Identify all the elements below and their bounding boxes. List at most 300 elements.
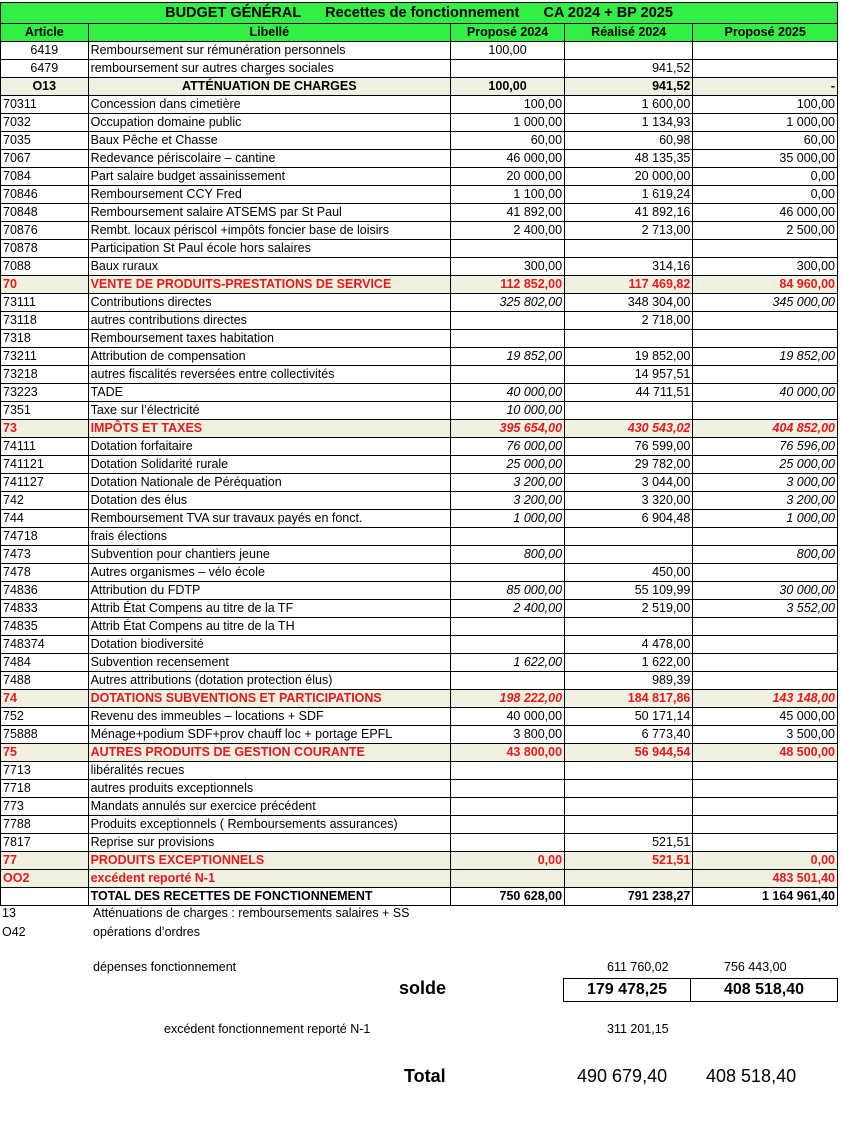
cell-propose-2024: 19 852,00 xyxy=(451,348,565,366)
cell-propose-2025 xyxy=(693,528,838,546)
cell-propose-2024: 20 000,00 xyxy=(451,168,565,186)
cell-propose-2024: 0,00 xyxy=(451,852,565,870)
subtotal-row xyxy=(1,744,838,762)
cell-propose-2024: 112 852,00 xyxy=(451,276,565,294)
cell-realise-2024: 430 543,02 xyxy=(565,420,693,438)
table-row xyxy=(1,204,838,222)
cell-libelle: Baux Pêche et Chasse xyxy=(88,132,450,150)
solde-2024: 179 478,25 xyxy=(563,978,691,1002)
cell-propose-2024: 60,00 xyxy=(451,132,565,150)
cell-propose-2024: 800,00 xyxy=(451,546,565,564)
cell-article: 73223 xyxy=(1,384,89,402)
cell-propose-2024: 41 892,00 xyxy=(451,204,565,222)
cell-article: 773 xyxy=(1,798,89,816)
cell-realise-2024: 14 957,51 xyxy=(565,366,693,384)
cell-libelle: ATTÉNUATION DE CHARGES xyxy=(88,78,450,96)
cell-article: 74835 xyxy=(1,618,89,636)
cell-propose-2025: 404 852,00 xyxy=(693,420,838,438)
cell-propose-2025: 300,00 xyxy=(693,258,838,276)
cell-propose-2025 xyxy=(693,780,838,798)
cell-libelle: frais élections xyxy=(88,528,450,546)
cell-propose-2025 xyxy=(693,762,838,780)
cell-propose-2025 xyxy=(693,330,838,348)
cell-propose-2025: 60,00 xyxy=(693,132,838,150)
cell-libelle: TADE xyxy=(88,384,450,402)
cell-realise-2024: 55 109,99 xyxy=(565,582,693,600)
cell-realise-2024: 6 904,48 xyxy=(565,510,693,528)
cell-libelle: Attrib État Compens au titre de la TF xyxy=(88,600,450,618)
cell-propose-2025: 345 000,00 xyxy=(693,294,838,312)
table-row xyxy=(1,60,838,78)
cell-article: 73118 xyxy=(1,312,89,330)
title-period: CA 2024 + BP 2025 xyxy=(543,4,673,21)
table-row xyxy=(1,168,838,186)
cell-propose-2025: 76 596,00 xyxy=(693,438,838,456)
cell-libelle: autres contributions directes xyxy=(88,312,450,330)
cell-libelle: Contributions directes xyxy=(88,294,450,312)
cell-libelle: Autres organismes – vélo école xyxy=(88,564,450,582)
cell-realise-2024: 791 238,27 xyxy=(565,888,693,906)
cell-propose-2024: 85 000,00 xyxy=(451,582,565,600)
cell-libelle: Remboursement salaire ATSEMS par St Paul xyxy=(88,204,450,222)
table-row xyxy=(1,150,838,168)
cell-libelle: remboursement sur autres charges sociales xyxy=(88,60,450,78)
cell-realise-2024: 29 782,00 xyxy=(565,456,693,474)
cell-article: O13 xyxy=(1,78,89,96)
cell-propose-2025 xyxy=(693,834,838,852)
cell-realise-2024 xyxy=(565,402,693,420)
cell-propose-2025 xyxy=(693,636,838,654)
cell-libelle: Subvention pour chantiers jeune xyxy=(88,546,450,564)
table-row xyxy=(1,348,838,366)
cell-article: 70311 xyxy=(1,96,89,114)
table-row xyxy=(1,114,838,132)
cell-propose-2024 xyxy=(451,60,565,78)
cell-propose-2024: 10 000,00 xyxy=(451,402,565,420)
cell-article: 7084 xyxy=(1,168,89,186)
cell-propose-2025: 3 000,00 xyxy=(693,474,838,492)
cell-article: 73 xyxy=(1,420,89,438)
cell-propose-2024: 3 200,00 xyxy=(451,474,565,492)
cell-realise-2024: 450,00 xyxy=(565,564,693,582)
cell-libelle: Occupation domaine public xyxy=(88,114,450,132)
cell-realise-2024: 989,39 xyxy=(565,672,693,690)
cell-article: 752 xyxy=(1,708,89,726)
cell-realise-2024: 48 135,35 xyxy=(565,150,693,168)
cell-realise-2024: 44 711,51 xyxy=(565,384,693,402)
cell-article: 74 xyxy=(1,690,89,708)
table-row xyxy=(1,510,838,528)
table-row xyxy=(1,834,838,852)
table-row xyxy=(1,438,838,456)
cell-propose-2024: 395 654,00 xyxy=(451,420,565,438)
cell-propose-2025 xyxy=(693,312,838,330)
cell-propose-2024 xyxy=(451,834,565,852)
excedent-2024: 311 201,15 xyxy=(607,1022,669,1036)
cell-libelle: Concession dans cimetière xyxy=(88,96,450,114)
cell-article xyxy=(1,888,89,906)
cell-propose-2024: 43 800,00 xyxy=(451,744,565,762)
cell-propose-2025: 45 000,00 xyxy=(693,708,838,726)
cell-propose-2024: 100,00 xyxy=(451,78,565,96)
cell-article: 73211 xyxy=(1,348,89,366)
cell-libelle: PRODUITS EXCEPTIONNELS xyxy=(88,852,450,870)
cell-article: 77 xyxy=(1,852,89,870)
cell-libelle: Rembt. locaux périscol +impôts foncier base de loisirs xyxy=(88,222,450,240)
cell-propose-2025: 3 500,00 xyxy=(693,726,838,744)
cell-realise-2024: 521,51 xyxy=(565,834,693,852)
cell-propose-2025: - xyxy=(693,78,838,96)
cell-article: 75888 xyxy=(1,726,89,744)
cell-libelle: IMPÔTS ET TAXES xyxy=(88,420,450,438)
budget-sheet xyxy=(0,2,838,1086)
subtotal-row xyxy=(1,78,838,96)
cell-propose-2025: 30 000,00 xyxy=(693,582,838,600)
cell-article: 73111 xyxy=(1,294,89,312)
cell-propose-2024: 46 000,00 xyxy=(451,150,565,168)
cell-propose-2025 xyxy=(693,366,838,384)
cell-propose-2025 xyxy=(693,240,838,258)
cell-realise-2024 xyxy=(565,546,693,564)
cell-article: 6419 xyxy=(1,42,89,60)
title-section: Recettes de fonctionnement xyxy=(325,4,520,21)
cell-realise-2024: 1 134,93 xyxy=(565,114,693,132)
cell-libelle: Mandats annulés sur exercice précédent xyxy=(88,798,450,816)
cell-propose-2025 xyxy=(693,564,838,582)
table-row xyxy=(1,330,838,348)
cell-realise-2024: 60,98 xyxy=(565,132,693,150)
table-row xyxy=(1,132,838,150)
title-main: BUDGET GÉNÉRAL xyxy=(165,4,301,21)
cell-realise-2024: 4 478,00 xyxy=(565,636,693,654)
table-row xyxy=(1,618,838,636)
table-row xyxy=(1,672,838,690)
cell-propose-2024 xyxy=(451,780,565,798)
table-row xyxy=(1,798,838,816)
table-row xyxy=(1,222,838,240)
table-row xyxy=(1,582,838,600)
cell-propose-2025: 143 148,00 xyxy=(693,690,838,708)
cell-article: 70 xyxy=(1,276,89,294)
cell-propose-2025: 19 852,00 xyxy=(693,348,838,366)
cell-realise-2024 xyxy=(565,870,693,888)
cell-article: 7035 xyxy=(1,132,89,150)
cell-propose-2024 xyxy=(451,870,565,888)
cell-propose-2024: 76 000,00 xyxy=(451,438,565,456)
cell-article: 7817 xyxy=(1,834,89,852)
header-row xyxy=(1,24,838,42)
cell-libelle: Remboursement taxes habitation xyxy=(88,330,450,348)
cell-propose-2024: 2 400,00 xyxy=(451,222,565,240)
cell-realise-2024 xyxy=(565,42,693,60)
table-row xyxy=(1,402,838,420)
total-row xyxy=(1,888,838,906)
cell-libelle: autres fiscalités reversées entre collectivités xyxy=(88,366,450,384)
table-row xyxy=(1,96,838,114)
cell-realise-2024 xyxy=(565,762,693,780)
cell-realise-2024: 941,52 xyxy=(565,78,693,96)
cell-libelle: Dotation biodiversité xyxy=(88,636,450,654)
cell-propose-2025: 35 000,00 xyxy=(693,150,838,168)
cell-propose-2024 xyxy=(451,816,565,834)
solde-2025: 408 518,40 xyxy=(690,978,838,1002)
header-propose-2025: Proposé 2025 xyxy=(693,24,838,42)
cell-propose-2024 xyxy=(451,798,565,816)
cell-realise-2024 xyxy=(565,240,693,258)
cell-propose-2025: 3 552,00 xyxy=(693,600,838,618)
cell-propose-2025: 100,00 xyxy=(693,96,838,114)
cell-propose-2024: 750 628,00 xyxy=(451,888,565,906)
table-row xyxy=(1,762,838,780)
cell-libelle: Taxe sur l’électricité xyxy=(88,402,450,420)
cell-realise-2024: 2 718,00 xyxy=(565,312,693,330)
cell-article: 70846 xyxy=(1,186,89,204)
table-row xyxy=(1,492,838,510)
cell-realise-2024: 3 320,00 xyxy=(565,492,693,510)
cell-propose-2024 xyxy=(451,528,565,546)
cell-realise-2024: 1 619,24 xyxy=(565,186,693,204)
cell-article: 7318 xyxy=(1,330,89,348)
cell-realise-2024 xyxy=(565,528,693,546)
cell-article: 74836 xyxy=(1,582,89,600)
cell-realise-2024: 6 773,40 xyxy=(565,726,693,744)
table-row xyxy=(1,726,838,744)
cell-realise-2024: 41 892,16 xyxy=(565,204,693,222)
cell-realise-2024: 1 622,00 xyxy=(565,654,693,672)
cell-article: 7484 xyxy=(1,654,89,672)
cell-article: 744 xyxy=(1,510,89,528)
cell-propose-2025: 0,00 xyxy=(693,852,838,870)
subtotal-row xyxy=(1,276,838,294)
cell-article: 7473 xyxy=(1,546,89,564)
cell-libelle: Reprise sur provisions xyxy=(88,834,450,852)
cell-article: 73218 xyxy=(1,366,89,384)
cell-propose-2024: 100,00 xyxy=(451,42,565,60)
cell-libelle: AUTRES PRODUITS DE GESTION COURANTE xyxy=(88,744,450,762)
header-propose-2024: Proposé 2024 xyxy=(451,24,565,42)
table-row xyxy=(1,780,838,798)
cell-propose-2024: 40 000,00 xyxy=(451,708,565,726)
subtotal-row xyxy=(1,870,838,888)
cell-realise-2024 xyxy=(565,330,693,348)
cell-realise-2024 xyxy=(565,798,693,816)
cell-realise-2024: 76 599,00 xyxy=(565,438,693,456)
cell-propose-2024: 3 200,00 xyxy=(451,492,565,510)
cell-article: 70848 xyxy=(1,204,89,222)
cell-realise-2024: 1 600,00 xyxy=(565,96,693,114)
cell-libelle: Attrib État Compens au titre de la TH xyxy=(88,618,450,636)
cell-article: 7088 xyxy=(1,258,89,276)
cell-propose-2024: 1 622,00 xyxy=(451,654,565,672)
cell-libelle: DOTATIONS SUBVENTIONS ET PARTICIPATIONS xyxy=(88,690,450,708)
cell-propose-2025 xyxy=(693,798,838,816)
cell-libelle: Attribution de compensation xyxy=(88,348,450,366)
table-row xyxy=(1,294,838,312)
cell-propose-2025: 40 000,00 xyxy=(693,384,838,402)
cell-realise-2024: 184 817,86 xyxy=(565,690,693,708)
table-row xyxy=(1,240,838,258)
cell-libelle: Produits exceptionnels ( Remboursements assurances) xyxy=(88,816,450,834)
cell-realise-2024: 20 000,00 xyxy=(565,168,693,186)
cell-realise-2024: 56 944,54 xyxy=(565,744,693,762)
cell-libelle: Participation St Paul école hors salaires xyxy=(88,240,450,258)
cell-propose-2024: 198 222,00 xyxy=(451,690,565,708)
cell-propose-2025: 800,00 xyxy=(693,546,838,564)
cell-propose-2025: 2 500,00 xyxy=(693,222,838,240)
note-code-1: 13 xyxy=(2,906,16,920)
cell-article: 742 xyxy=(1,492,89,510)
cell-article: 7351 xyxy=(1,402,89,420)
header-libelle: Libellé xyxy=(88,24,450,42)
note-code-2: O42 xyxy=(2,925,26,939)
budget-table xyxy=(0,2,838,906)
cell-propose-2024: 325 802,00 xyxy=(451,294,565,312)
cell-propose-2025: 483 501,40 xyxy=(693,870,838,888)
cell-realise-2024: 50 171,14 xyxy=(565,708,693,726)
subtotal-row xyxy=(1,420,838,438)
cell-realise-2024 xyxy=(565,816,693,834)
cell-article: 74833 xyxy=(1,600,89,618)
cell-propose-2025: 1 000,00 xyxy=(693,510,838,528)
cell-libelle: Dotation Solidarité rurale xyxy=(88,456,450,474)
table-row xyxy=(1,186,838,204)
subtotal-row xyxy=(1,690,838,708)
cell-article: 741127 xyxy=(1,474,89,492)
cell-article: 6479 xyxy=(1,60,89,78)
table-row xyxy=(1,456,838,474)
total-label: Total xyxy=(404,1066,446,1086)
table-row xyxy=(1,258,838,276)
cell-article: 7067 xyxy=(1,150,89,168)
table-row xyxy=(1,654,838,672)
cell-propose-2024 xyxy=(451,330,565,348)
cell-article: 75 xyxy=(1,744,89,762)
cell-propose-2024 xyxy=(451,636,565,654)
cell-propose-2024: 2 400,00 xyxy=(451,600,565,618)
table-row xyxy=(1,366,838,384)
excedent-label: excédent fonctionnement reporté N-1 xyxy=(164,1022,371,1036)
cell-realise-2024: 2 713,00 xyxy=(565,222,693,240)
cell-libelle: Baux ruraux xyxy=(88,258,450,276)
cell-propose-2024 xyxy=(451,762,565,780)
cell-propose-2025: 25 000,00 xyxy=(693,456,838,474)
cell-realise-2024: 348 304,00 xyxy=(565,294,693,312)
cell-propose-2025: 46 000,00 xyxy=(693,204,838,222)
cell-propose-2025: 0,00 xyxy=(693,186,838,204)
cell-realise-2024: 521,51 xyxy=(565,852,693,870)
cell-libelle: Dotation Nationale de Péréquation xyxy=(88,474,450,492)
cell-propose-2025: 48 500,00 xyxy=(693,744,838,762)
cell-propose-2024: 1 000,00 xyxy=(451,510,565,528)
total-2024: 490 679,40 xyxy=(577,1066,668,1086)
cell-realise-2024: 117 469,82 xyxy=(565,276,693,294)
cell-libelle: Attribution du FDTP xyxy=(88,582,450,600)
cell-realise-2024: 941,52 xyxy=(565,60,693,78)
cell-propose-2025 xyxy=(693,618,838,636)
cell-propose-2025 xyxy=(693,672,838,690)
cell-propose-2025 xyxy=(693,60,838,78)
cell-libelle: Autres attributions (dotation protection élus) xyxy=(88,672,450,690)
cell-propose-2024: 1 100,00 xyxy=(451,186,565,204)
cell-propose-2025: 84 960,00 xyxy=(693,276,838,294)
cell-article: 7478 xyxy=(1,564,89,582)
cell-realise-2024: 2 519,00 xyxy=(565,600,693,618)
table-row xyxy=(1,816,838,834)
depenses-2024: 611 760,02 xyxy=(607,960,669,974)
cell-article: OO2 xyxy=(1,870,89,888)
title-row xyxy=(1,3,838,24)
cell-libelle: autres produits exceptionnels xyxy=(88,780,450,798)
cell-article: 7488 xyxy=(1,672,89,690)
table-row xyxy=(1,474,838,492)
cell-libelle: VENTE DE PRODUITS-PRESTATIONS DE SERVICE xyxy=(88,276,450,294)
cell-article: 741121 xyxy=(1,456,89,474)
table-row xyxy=(1,384,838,402)
table-row xyxy=(1,546,838,564)
note-text-2: opérations d’ordres xyxy=(93,925,201,939)
cell-libelle: Revenu des immeubles – locations + SDF xyxy=(88,708,450,726)
solde-label: solde xyxy=(399,978,447,998)
cell-libelle: Ménage+podium SDF+prov chauff loc + portage EPFL xyxy=(88,726,450,744)
cell-propose-2025: 3 200,00 xyxy=(693,492,838,510)
cell-propose-2024 xyxy=(451,672,565,690)
table-row xyxy=(1,636,838,654)
header-realise-2024: Réalisé 2024 xyxy=(565,24,693,42)
cell-article: 7788 xyxy=(1,816,89,834)
total-2025: 408 518,40 xyxy=(706,1066,797,1086)
cell-realise-2024: 3 044,00 xyxy=(565,474,693,492)
cell-libelle: excédent reporté N-1 xyxy=(88,870,450,888)
cell-propose-2024 xyxy=(451,618,565,636)
table-row xyxy=(1,564,838,582)
cell-propose-2025 xyxy=(693,654,838,672)
cell-propose-2024 xyxy=(451,564,565,582)
table-title xyxy=(1,3,838,24)
cell-libelle: Subvention recensement xyxy=(88,654,450,672)
cell-propose-2024: 100,00 xyxy=(451,96,565,114)
subtotal-row xyxy=(1,852,838,870)
cell-propose-2025 xyxy=(693,42,838,60)
cell-propose-2024: 3 800,00 xyxy=(451,726,565,744)
cell-article: 7032 xyxy=(1,114,89,132)
cell-libelle: libéralités recues xyxy=(88,762,450,780)
note-text-1: Atténuations de charges : remboursements salaires + SS xyxy=(93,906,410,920)
cell-propose-2024: 1 000,00 xyxy=(451,114,565,132)
cell-propose-2024 xyxy=(451,312,565,330)
table-row xyxy=(1,600,838,618)
cell-propose-2024: 40 000,00 xyxy=(451,384,565,402)
cell-article: 748374 xyxy=(1,636,89,654)
cell-article: 7718 xyxy=(1,780,89,798)
cell-propose-2025: 1 164 961,40 xyxy=(693,888,838,906)
cell-propose-2024 xyxy=(451,240,565,258)
cell-article: 7713 xyxy=(1,762,89,780)
cell-article: 74111 xyxy=(1,438,89,456)
table-row xyxy=(1,528,838,546)
cell-article: 70876 xyxy=(1,222,89,240)
cell-libelle: Remboursement TVA sur travaux payés en fonct. xyxy=(88,510,450,528)
table-row xyxy=(1,42,838,60)
cell-realise-2024: 19 852,00 xyxy=(565,348,693,366)
cell-realise-2024: 314,16 xyxy=(565,258,693,276)
cell-propose-2025 xyxy=(693,402,838,420)
table-row xyxy=(1,312,838,330)
cell-article: 74718 xyxy=(1,528,89,546)
cell-propose-2025: 0,00 xyxy=(693,168,838,186)
cell-realise-2024 xyxy=(565,618,693,636)
cell-libelle: TOTAL DES RECETTES DE FONCTIONNEMENT xyxy=(88,888,450,906)
header-article: Article xyxy=(1,24,89,42)
